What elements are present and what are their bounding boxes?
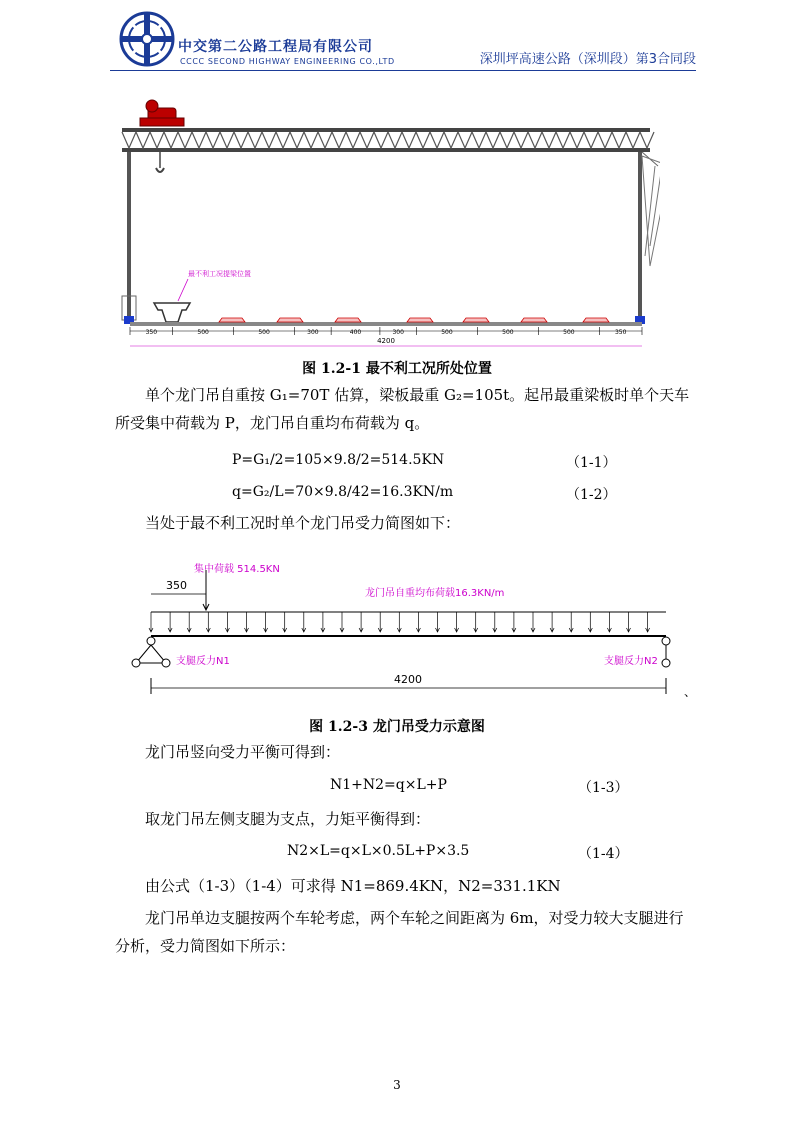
paragraph-2: 当处于最不利工况时单个龙门吊受力简图如下： (145, 514, 461, 532)
truss-member (346, 132, 360, 148)
uniform-load-arrow (646, 612, 650, 632)
beam-section (154, 303, 190, 322)
truss-member (332, 132, 346, 148)
equation-3-number: （1-3） (578, 780, 629, 796)
dimension-label: 500 (441, 329, 453, 336)
truss-member (500, 132, 514, 148)
uniform-load-arrow (627, 612, 631, 632)
trailing-mark: 、 (684, 685, 697, 699)
page-number: 3 (393, 1078, 401, 1092)
uniform-load-arrow (588, 612, 592, 632)
truss-member (248, 132, 262, 148)
truss-member (514, 132, 528, 148)
equation-1: P=G₁/2=105×9.8/2=514.5KN (232, 452, 445, 468)
truss-member (584, 132, 598, 148)
dimension-label: 400 (349, 329, 362, 336)
uniform-load-arrow (187, 612, 191, 632)
truss-member (276, 132, 290, 148)
truss-member (164, 132, 178, 148)
truss-member (304, 132, 318, 148)
truss-member (626, 132, 640, 148)
uniform-load-arrow (607, 612, 611, 632)
truss-member (262, 132, 276, 148)
equation-2: q=G₂/L=70×9.8/42=16.3KN/m (232, 484, 454, 500)
paragraph-6: 龙门吊单边支腿按两个车轮考虑，两个车轮之间距离为 6m，对受力较大支腿进行分析，受力简图如下所示： (115, 909, 684, 955)
equation-1-number: （1-1） (566, 455, 617, 471)
truss-member (122, 132, 136, 148)
dimension-label: 500 (502, 329, 514, 336)
uniform-load-arrow (206, 612, 210, 632)
truss-member (598, 132, 612, 148)
truss-member (290, 132, 304, 148)
right-leg (638, 152, 642, 320)
uniform-load-label: 龙门吊自重均布荷载16.3KN/m (365, 588, 505, 599)
truss-member (528, 132, 542, 148)
truss-member (150, 132, 164, 148)
uniform-load-arrow (474, 612, 478, 632)
uniform-load-arrow (531, 612, 535, 632)
truss-member (374, 132, 388, 148)
paragraph-5: 由公式（1-3）（1-4）可求得 N1=869.4KN，N2=331.1KN (145, 877, 561, 895)
left-support-label: 支腿反力N1 (176, 656, 230, 667)
paragraph-3: 龙门吊竖向受力平衡可得到： (145, 743, 341, 761)
uniform-load-arrow (378, 612, 382, 632)
trolley (140, 100, 184, 126)
uniform-load-arrow (455, 612, 459, 632)
equation-2-number: （1-2） (566, 487, 617, 503)
uniform-load-arrow (321, 612, 325, 632)
total-dimension: 4200 (377, 337, 395, 345)
dimension-label: 500 (197, 329, 209, 336)
right-support-label: 支腿反力N2 (604, 656, 658, 667)
company-logo (118, 10, 176, 68)
truss-member (612, 132, 626, 148)
truss-member (472, 132, 486, 148)
truss-member (570, 132, 584, 148)
uniform-load-arrow (264, 612, 268, 632)
truss-member (192, 132, 206, 148)
figure-1-caption: 图 1.2-1 最不利工况所处位置 (302, 361, 492, 377)
truss-member (136, 132, 150, 148)
uniform-load-arrow (493, 612, 497, 632)
uniform-load-arrow (512, 612, 516, 632)
equation-4-number: （1-4） (578, 846, 629, 862)
paragraph-4: 取龙门吊左侧支腿为支点，力矩平衡得到： (145, 810, 431, 828)
girder-bottom-chord (122, 148, 650, 152)
truss-member (234, 132, 248, 148)
uniform-load-arrow (245, 612, 249, 632)
equation-3: N1+N2=q×L+P (330, 777, 447, 793)
load-diagram (120, 552, 700, 702)
uniform-load-arrow (225, 612, 229, 632)
truss-member (458, 132, 472, 148)
gantry-crane-drawing (110, 96, 660, 356)
span-label: 4200 (394, 673, 422, 686)
truss-member (556, 132, 570, 148)
uniform-load-arrow (436, 612, 440, 632)
dimension-label: 350 (145, 329, 158, 336)
header-rule (110, 70, 696, 71)
truss-member (318, 132, 332, 148)
truss-member (444, 132, 458, 148)
truss-member (178, 132, 192, 148)
uniform-load-arrow (359, 612, 363, 632)
truss-member (402, 132, 416, 148)
dimension-label: 500 (563, 329, 575, 336)
dimension-label: 500 (258, 329, 270, 336)
paragraph-1: 单个龙门吊自重按 G₁=70T 估算，梁板最重 G₂=105t。起吊最重梁板时单个天车所受集中荷载为 P，龙门吊自重均布荷载为 q。 (115, 386, 690, 432)
uniform-load-arrow (569, 612, 573, 632)
truss-member (640, 132, 654, 148)
uniform-load-arrow (168, 612, 172, 632)
stored-beams (219, 318, 609, 322)
uniform-load-arrow (340, 612, 344, 632)
figure-2-caption: 图 1.2-3 龙门吊受力示意图 (309, 719, 485, 735)
truss-member (416, 132, 430, 148)
uniform-load-arrow (302, 612, 306, 632)
equation-4: N2×L=q×L×0.5L+P×3.5 (287, 843, 470, 859)
dimension-label: 300 (392, 329, 404, 336)
point-load-label: 集中荷载 514.5KN (194, 564, 280, 575)
offset-label: 350 (166, 579, 187, 592)
uniform-load-arrow (149, 612, 153, 632)
uniform-load-arrow (416, 612, 420, 632)
dimension-label: 350 (614, 329, 627, 336)
company-name-cn: 中交第二公路工程局有限公司 (178, 39, 373, 55)
uniform-load-arrow (550, 612, 554, 632)
truss-member (206, 132, 220, 148)
truss-member (430, 132, 444, 148)
truss-member (486, 132, 500, 148)
project-title: 深圳坪高速公路（深圳段）第3合同段 (479, 52, 696, 67)
uniform-load-arrow (283, 612, 287, 632)
truss-member (542, 132, 556, 148)
left-leg (127, 152, 131, 320)
girder-top-chord (122, 128, 650, 132)
uniform-load-arrow (397, 612, 401, 632)
truss-member (360, 132, 374, 148)
truss-member (388, 132, 402, 148)
dimension-label: 300 (307, 329, 319, 336)
callout-label: 最不利工况提梁位置 (188, 270, 251, 278)
truss-member (220, 132, 234, 148)
company-name-en: CCCC SECOND HIGHWAY ENGINEERING CO.,LTD (180, 57, 395, 66)
